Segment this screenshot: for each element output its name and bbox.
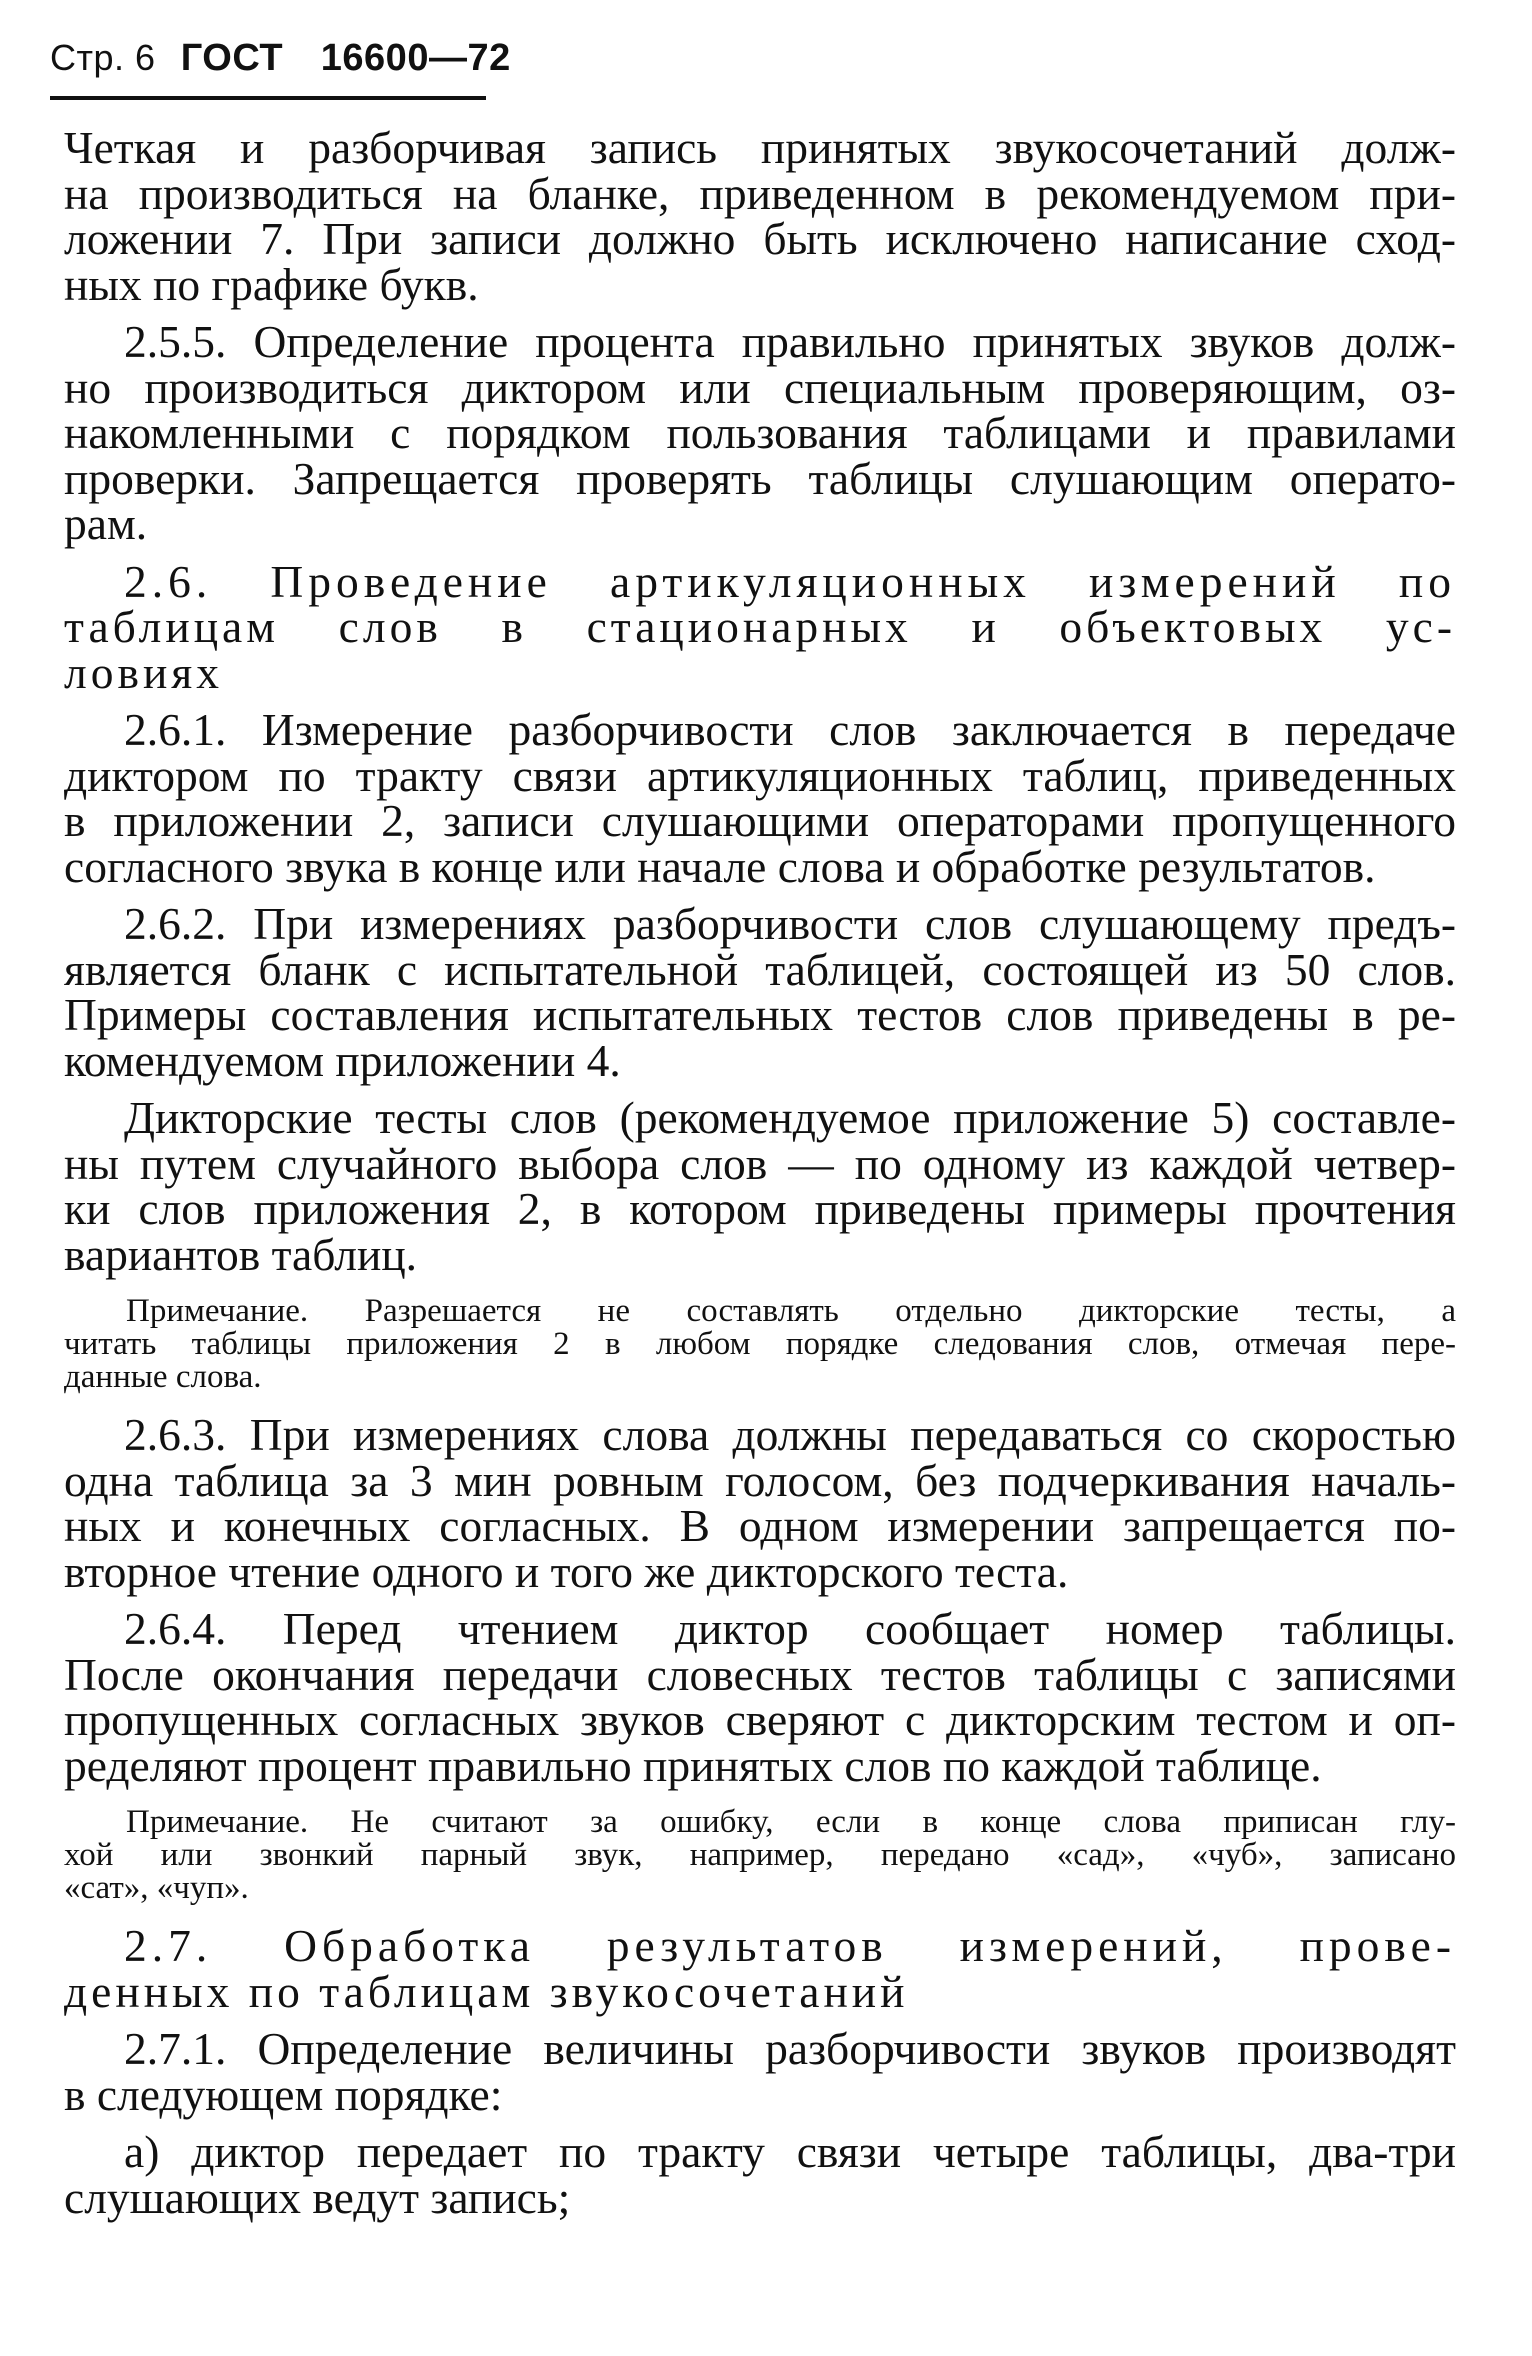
text-line: а) диктор передает по тракту связи четыре таблицы, два-три [124, 2126, 1456, 2177]
text-line: ны путем случайного выбора слов — по одному из каждой четвер- [64, 1137, 1456, 1189]
text-line: 2.6. Проведение артикуляционных измерений по [124, 555, 1456, 607]
text-line: Четкая и разборчивая запись принятых звукосочетаний долж- [64, 122, 1456, 173]
paragraph [64, 316, 1456, 549]
text-line: ных и конечных согласных. В одном измерении запрещается по- [64, 1500, 1456, 1551]
text-line: Примеры составления испытательных тестов слов приведены в ре- [64, 989, 1456, 1040]
text-line: ных по графике букв. [64, 258, 479, 310]
paragraph [64, 2023, 1456, 2120]
text-line: ложении 7. При записи должно быть исключено написание сход- [64, 213, 1456, 264]
text-line: на производиться на бланке, приведенном в рекомендуемом при- [64, 167, 1456, 219]
page-number-label: Стр. 6 [50, 37, 156, 78]
text-line: 2.7.1. Определение величины разборчивости звуков производят [124, 2023, 1456, 2074]
standard-label: ГОСТ [180, 37, 284, 79]
text-line: рам. [64, 498, 148, 549]
document-body [64, 122, 1456, 2223]
text-line: 2.7. Обработка результатов измерений, прове- [124, 1920, 1456, 1971]
paragraph [64, 898, 1456, 1086]
text-line: пропущенных согласных звуков сверяют с дикторским тестом и оп- [64, 1694, 1456, 1745]
text-line: 2.6.2. При измерениях разборчивости слов слушающему предъ- [124, 898, 1456, 949]
header-rule [50, 96, 486, 100]
text-line: 2.5.5. Определение процента правильно принятых звуков долж- [124, 316, 1456, 367]
text-line: денных по таблицам звукосочетаний [64, 1965, 909, 2017]
text-line: одна таблица за 3 мин ровным голосом, без подчеркивания началь- [64, 1454, 1456, 1506]
text-line: Примечание. Не считают за ошибку, если в конце слова приписан глу- [126, 1804, 1456, 1840]
paragraph [64, 704, 1456, 892]
text-line: 2.6.3. При измерениях слова должны передаваться со скоростью [124, 1409, 1456, 1460]
paragraph [64, 1603, 1456, 1791]
text-line: читать таблицы приложения 2 в любом порядке следования слов, отмечая пере- [64, 1326, 1456, 1362]
text-line: накомленными с порядком пользования таблицами и правилами [64, 407, 1456, 458]
section-heading [64, 1920, 1456, 2017]
text-line: ловиях [64, 646, 223, 698]
text-line: ределяют процент правильно принятых слов по каждой таблице. [64, 1739, 1322, 1791]
text-line: Примечание. Разрешается не составлять отдельно дикторские тесты, а [126, 1293, 1456, 1329]
text-line: «сат», «чуп». [64, 1870, 249, 1906]
text-line: таблицам слов в стационарных и объектовых ус- [64, 601, 1456, 652]
text-line: но производиться диктором или специальным проверяющим, оз- [64, 361, 1456, 413]
paragraph [64, 2126, 1456, 2223]
text-line: является бланк с испытательной таблицей, состоящей из 50 слов. [64, 943, 1456, 995]
text-line: вторное чтение одного и того же дикторского теста. [64, 1545, 1069, 1597]
text-line: проверки. Запрещается проверять таблицы слушающим операто- [64, 452, 1456, 504]
text-line: данные слова. [64, 1359, 262, 1395]
paragraph [64, 122, 1456, 310]
standard-number: 16600—72 [320, 37, 511, 79]
text-line: ки слов приложения 2, в котором приведены примеры прочтения [64, 1183, 1456, 1234]
text-line: вариантов таблиц. [64, 1228, 418, 1280]
note-paragraph [64, 1295, 1456, 1394]
paragraph [64, 1092, 1456, 1280]
text-line: 2.6.4. Перед чтением диктор сообщает номер таблицы. [124, 1603, 1456, 1654]
text-line: Дикторские тесты слов (рекомендуемое приложение 5) составле- [124, 1092, 1456, 1143]
text-line: диктором по тракту связи артикуляционных таблиц, приведенных [64, 749, 1456, 801]
text-line: слушающих ведут запись; [64, 2171, 571, 2223]
section-heading [64, 555, 1456, 698]
text-line: в следующем порядке: [64, 2068, 503, 2120]
text-line: в приложении 2, записи слушающими операторами пропущенного [64, 795, 1456, 846]
paragraph [64, 1409, 1456, 1597]
page-header [50, 38, 511, 77]
text-line: 2.6.1. Измерение разборчивости слов заключается в передаче [124, 704, 1456, 755]
text-line: После окончания передачи словесных тестов таблицы с записями [64, 1648, 1456, 1700]
text-line: комендуемом приложении 4. [64, 1034, 621, 1086]
note-paragraph [64, 1806, 1456, 1905]
text-line: согласного звука в конце или начале слова и обработке результатов. [64, 840, 1376, 892]
text-line: хой или звонкий парный звук, например, передано «сад», «чуб», записано [64, 1837, 1456, 1873]
